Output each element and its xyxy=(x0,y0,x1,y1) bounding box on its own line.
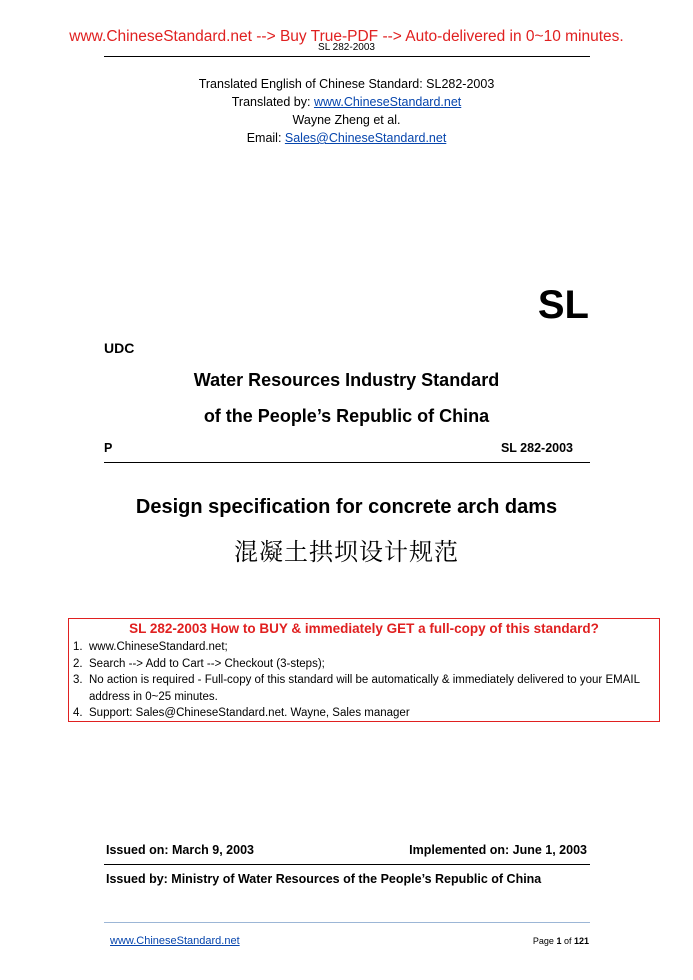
implemented-on-date: Implemented on: June 1, 2003 xyxy=(409,843,587,857)
list-number: 2. xyxy=(73,657,83,670)
list-text: No action is required - Full-copy of this standard will be automatically & immediately delivered to your EMAIL address in 0~25 minutes. xyxy=(89,674,640,703)
page-label: Page xyxy=(532,936,557,946)
list-text: Search --> Add to Cart --> Checkout (3-steps); xyxy=(89,657,325,670)
page-total: 121 xyxy=(573,936,589,946)
header-rule xyxy=(104,56,590,57)
page-of: of xyxy=(561,936,574,946)
running-header: SL 282-2003 xyxy=(318,42,375,53)
promo-banner[interactable]: www.ChineseStandard.net --> Buy True-PDF --> Auto-delivered in 0~10 minutes. xyxy=(69,28,624,45)
issuing-authority: Issued by: Ministry of Water Resources of the People’s Republic of China xyxy=(106,872,542,886)
translated-by-link[interactable]: www.ChineseStandard.net xyxy=(313,95,462,109)
translated-by xyxy=(0,93,693,111)
email-link[interactable]: Sales@ChineseStandard.net xyxy=(284,131,447,145)
page-number xyxy=(533,936,589,946)
translation-line: Translated English of Chinese Standard: SL282-2003 xyxy=(198,77,495,91)
list-item xyxy=(73,639,657,656)
classification-label: P xyxy=(104,441,113,455)
standard-code: SL 282-2003 xyxy=(500,441,573,455)
standard-mark: SL xyxy=(537,283,589,327)
purchase-steps-list xyxy=(73,639,657,722)
title-rule xyxy=(104,462,590,463)
footer-site-link[interactable]: www.ChineseStandard.net xyxy=(110,935,240,947)
list-item xyxy=(73,705,657,722)
page-current: 1 xyxy=(556,936,562,946)
issued-on-date: Issued on: March 9, 2003 xyxy=(106,843,254,857)
issue-rule xyxy=(104,864,590,865)
translated-by-label: Translated by: xyxy=(231,95,314,109)
udc-label: UDC xyxy=(104,340,135,356)
email-line xyxy=(0,129,693,147)
list-number: 3. xyxy=(73,674,83,686)
list-number: 1. xyxy=(73,641,83,653)
list-text: www.ChineseStandard.net; xyxy=(89,641,228,653)
ministry-title-line1: Water Resources Industry Standard xyxy=(193,370,500,390)
email-label: Email: xyxy=(246,131,285,145)
list-text: Support: Sales@ChineseStandard.net. Wayne, Sales manager xyxy=(89,707,410,719)
list-item xyxy=(73,656,657,673)
ministry-title-line2: of the People’s Republic of China xyxy=(203,406,490,426)
footer-rule xyxy=(104,922,590,923)
list-item xyxy=(73,672,657,705)
document-title-zh: 混凝土拱坝设计规范 xyxy=(234,538,459,566)
document-title-en: Design specification for concrete arch dams xyxy=(135,496,558,518)
purchase-info-box xyxy=(68,618,660,722)
list-number: 4. xyxy=(73,707,83,719)
translators: Wayne Zheng et al. xyxy=(292,113,401,127)
purchase-info-title: SL 282-2003 How to BUY & immediately GET a full-copy of this standard? xyxy=(129,621,599,636)
